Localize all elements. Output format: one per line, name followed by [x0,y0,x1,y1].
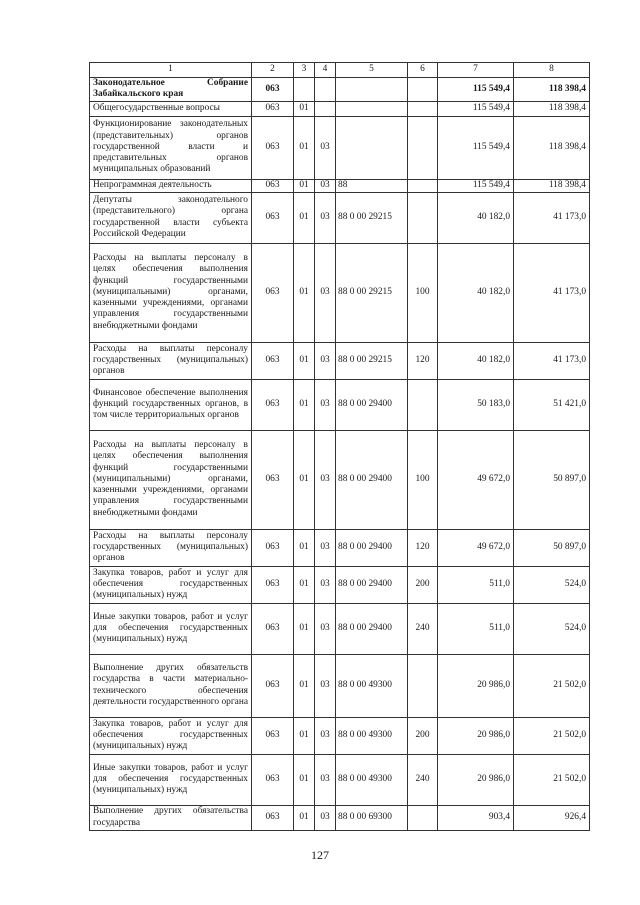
table-row [90,192,590,243]
target-article-code: 88 0 00 29400 [336,603,408,654]
ministry-code: 063 [252,179,294,192]
target-article-code: 88 0 00 49300 [336,654,408,717]
expense-type-code [408,116,438,179]
amount-year-1: 20 986,0 [438,754,514,805]
table-row [90,179,590,192]
table-row [90,654,590,717]
section-code: 01 [294,603,315,654]
ministry-code: 063 [252,243,294,342]
ministry-code: 063 [252,101,294,116]
expense-type-code: 200 [408,717,438,754]
target-article-code: 88 0 00 29215 [336,243,408,342]
section-code: 01 [294,179,315,192]
amount-year-1: 511,0 [438,566,514,603]
item-name: Расходы на выплаты персоналу государственных (муниципальных) органов [90,342,252,379]
column-header: 2 [252,63,294,78]
amount-year-2: 41 173,0 [514,192,590,243]
amount-year-2: 524,0 [514,566,590,603]
ministry-code: 063 [252,717,294,754]
table-body [90,63,590,831]
section-code: 01 [294,379,315,430]
expense-type-code [408,101,438,116]
section-code: 01 [294,116,315,179]
subsection-code [315,101,336,116]
table-row [90,430,590,529]
column-header: 6 [408,63,438,78]
ministry-code: 063 [252,342,294,379]
subsection-code: 03 [315,603,336,654]
table-row [90,243,590,342]
ministry-code: 063 [252,529,294,566]
expense-type-code [408,805,438,830]
item-name: Расходы на выплаты персоналу государственных (муниципальных) органов [90,529,252,566]
expense-type-code [408,78,438,102]
column-header: 8 [514,63,590,78]
subsection-code: 03 [315,654,336,717]
section-code [294,78,315,102]
expense-type-code: 240 [408,603,438,654]
target-article-code: 88 0 00 29215 [336,192,408,243]
ministry-code: 063 [252,566,294,603]
target-article-code: 88 0 00 29400 [336,379,408,430]
expense-type-code: 120 [408,529,438,566]
ministry-code: 063 [252,805,294,830]
item-name: Закупка товаров, работ и услуг для обеспечения государственных (муниципальных) нужд [90,566,252,603]
subsection-code: 03 [315,805,336,830]
item-name: Выполнение других обязательства государства [90,805,252,830]
table-row [90,603,590,654]
page-number: 127 [311,848,329,862]
ministry-code: 063 [252,78,294,102]
table-row [90,116,590,179]
subsection-code: 03 [315,379,336,430]
expense-type-code: 240 [408,754,438,805]
table-row [90,101,590,116]
amount-year-1: 50 183,0 [438,379,514,430]
amount-year-2: 51 421,0 [514,379,590,430]
table-row [90,717,590,754]
section-code: 01 [294,430,315,529]
amount-year-1: 40 182,0 [438,342,514,379]
amount-year-2: 21 502,0 [514,654,590,717]
column-header: 1 [90,63,252,78]
subsection-code: 03 [315,116,336,179]
amount-year-1: 20 986,0 [438,717,514,754]
amount-year-1: 40 182,0 [438,192,514,243]
subsection-code: 03 [315,192,336,243]
expense-type-code [408,179,438,192]
target-article-code: 88 0 00 29400 [336,430,408,529]
section-code: 01 [294,754,315,805]
amount-year-1: 511,0 [438,603,514,654]
budget-table [89,62,590,831]
amount-year-1: 115 549,4 [438,116,514,179]
target-article-code [336,78,408,102]
subsection-code: 03 [315,717,336,754]
section-code: 01 [294,101,315,116]
subsection-code: 03 [315,243,336,342]
amount-year-2: 21 502,0 [514,717,590,754]
item-name: Иные закупки товаров, работ и услуг для обеспечения государственных (муниципальных) нужд [90,603,252,654]
amount-year-2: 118 398,4 [514,116,590,179]
amount-year-1: 40 182,0 [438,243,514,342]
section-code: 01 [294,243,315,342]
amount-year-1: 903,4 [438,805,514,830]
amount-year-2: 118 398,4 [514,78,590,102]
section-code: 01 [294,566,315,603]
target-article-code: 88 0 00 69300 [336,805,408,830]
amount-year-1: 49 672,0 [438,529,514,566]
amount-year-2: 41 173,0 [514,243,590,342]
item-name: Расходы на выплаты персоналу в целях обеспечения выполнения функций государственными (муниципальными) органами, казенными учреждениями, органами управления государственными внебюджетными фондами [90,243,252,342]
item-name: Расходы на выплаты персоналу в целях обеспечения выполнения функций государственными (муниципальными) органами, казенными учреждениями, органами управления государственными внебюджетными фондами [90,430,252,529]
target-article-code: 88 0 00 49300 [336,754,408,805]
ministry-code: 063 [252,603,294,654]
amount-year-2: 50 897,0 [514,529,590,566]
subsection-code: 03 [315,529,336,566]
column-number-row [90,63,590,78]
ministry-code: 063 [252,430,294,529]
ministry-code: 063 [252,116,294,179]
section-code: 01 [294,717,315,754]
target-article-code: 88 0 00 49300 [336,717,408,754]
amount-year-1: 115 549,4 [438,179,514,192]
section-code: 01 [294,654,315,717]
table-row [90,566,590,603]
section-code: 01 [294,529,315,566]
expense-type-code: 100 [408,243,438,342]
table-row [90,754,590,805]
ministry-code: 063 [252,192,294,243]
section-code: 01 [294,805,315,830]
expense-type-code: 200 [408,566,438,603]
item-name: Закупка товаров, работ и услуг для обеспечения государственных (муниципальных) нужд [90,717,252,754]
amount-year-1: 115 549,4 [438,101,514,116]
table-row [90,529,590,566]
table-row [90,805,590,830]
item-name: Иные закупки товаров, работ и услуг для обеспечения государственных (муниципальных) нужд [90,754,252,805]
expense-type-code: 120 [408,342,438,379]
amount-year-2: 926,4 [514,805,590,830]
expense-type-code [408,379,438,430]
amount-year-2: 118 398,4 [514,101,590,116]
column-header: 4 [315,63,336,78]
item-name: Функционирование законодательных (представительных) органов государственной власти и представительных органов муниципальных образований [90,116,252,179]
expense-type-code: 100 [408,430,438,529]
column-header: 5 [336,63,408,78]
subsection-code: 03 [315,754,336,805]
column-header: 3 [294,63,315,78]
section-code: 01 [294,342,315,379]
subsection-code: 03 [315,430,336,529]
subsection-code: 03 [315,342,336,379]
table-row [90,78,590,102]
target-article-code: 88 [336,179,408,192]
amount-year-2: 21 502,0 [514,754,590,805]
subsection-code: 03 [315,179,336,192]
target-article-code: 88 0 00 29400 [336,529,408,566]
amount-year-1: 49 672,0 [438,430,514,529]
item-name: Общегосударственные вопросы [90,101,252,116]
target-article-code [336,116,408,179]
item-name: Выполнение других обязательств государства в части материально-технического обеспечения деятельности государственного органа [90,654,252,717]
ministry-code: 063 [252,379,294,430]
expense-type-code [408,192,438,243]
ministry-code: 063 [252,654,294,717]
amount-year-1: 115 549,4 [438,78,514,102]
subsection-code [315,78,336,102]
amount-year-2: 524,0 [514,603,590,654]
subsection-code: 03 [315,566,336,603]
ministry-code: 063 [252,754,294,805]
item-name: Непрограммная деятельность [90,179,252,192]
item-name: Финансовое обеспечение выполнения функций государственных органов, в том числе территориальных органов [90,379,252,430]
amount-year-2: 41 173,0 [514,342,590,379]
section-code: 01 [294,192,315,243]
column-header: 7 [438,63,514,78]
target-article-code: 88 0 00 29400 [336,566,408,603]
expense-type-code [408,654,438,717]
amount-year-1: 20 986,0 [438,654,514,717]
table-row [90,342,590,379]
item-name: Законодательное Собрание Забайкальского края [90,78,252,102]
amount-year-2: 50 897,0 [514,430,590,529]
amount-year-2: 118 398,4 [514,179,590,192]
table-row [90,379,590,430]
target-article-code: 88 0 00 29215 [336,342,408,379]
target-article-code [336,101,408,116]
item-name: Депутаты законодательного (представительного) органа государственной власти субъекта Российской Федерации [90,192,252,243]
